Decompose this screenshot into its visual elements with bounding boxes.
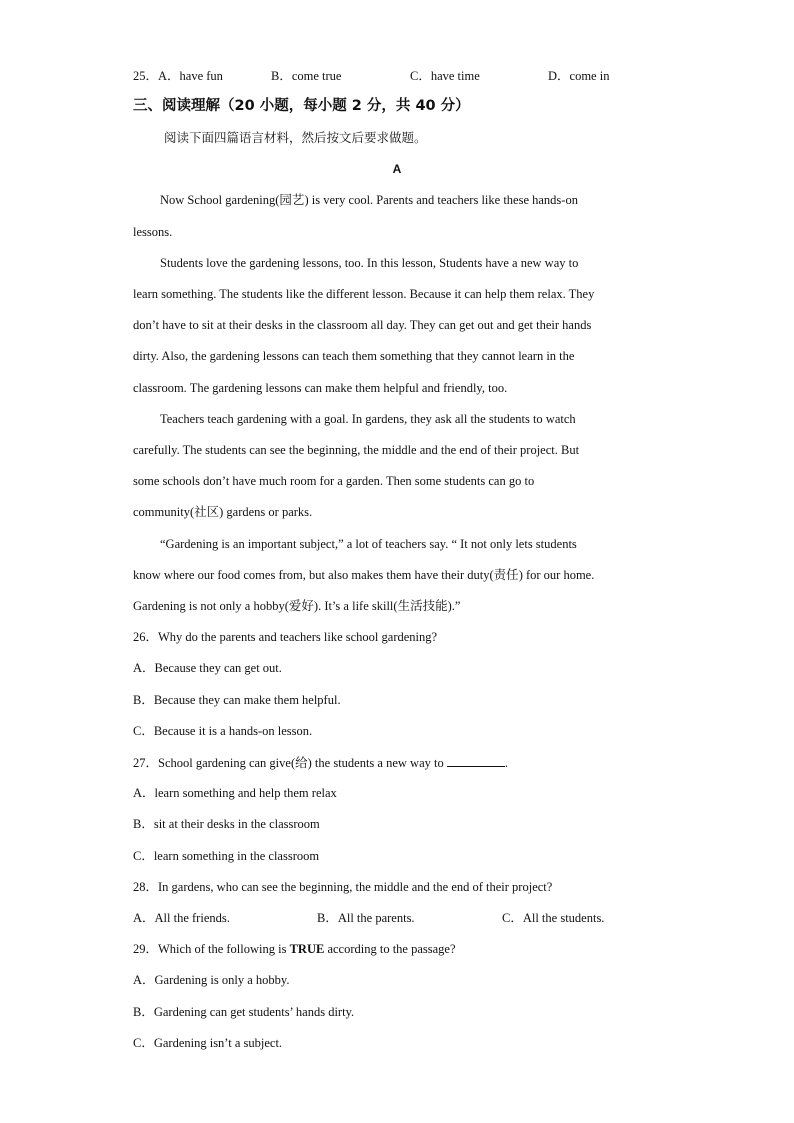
q26-stem: 26．Why do the parents and teachers like school gardening? xyxy=(133,630,438,644)
passage-line: dirty. Also, the gardening lessons can teach them something that they cannot learn in the xyxy=(133,349,575,363)
q29-option-c: C．Gardening isn’t a subject. xyxy=(133,1036,283,1050)
q27-option-a: A．learn something and help them relax xyxy=(133,786,337,800)
passage-line: don’t have to sit at their desks in the classroom all day. They can get out and get their hands xyxy=(133,318,592,332)
passage-line: some schools don’t have much room for a garden. Then some students can go to xyxy=(133,474,535,488)
q28-option-c: C．All the students. xyxy=(502,911,605,925)
q25-option-b: B．come true xyxy=(271,69,342,83)
q26-option-a: A．Because they can get out. xyxy=(133,661,282,675)
passage-line: Students love the gardening lessons, too. In this lesson, Students have a new way to xyxy=(160,256,579,270)
passage-line: know where our food comes from, but also makes them have their duty(责任) for our home. xyxy=(133,567,595,582)
q26-option-b: B．Because they can make them helpful. xyxy=(133,693,341,707)
q27-stem: 27．School gardening can give(给) the students a new way to . xyxy=(133,755,508,770)
passage-line: community(社区) gardens or parks. xyxy=(133,504,313,519)
q26-option-c: C．Because it is a hands-on lesson. xyxy=(133,724,313,738)
q25-option-c: C．have time xyxy=(410,69,480,83)
section-title: 三、阅读理解（20 小题，每小题 2 分，共 40 分） xyxy=(133,98,470,114)
q28-option-a: A．All the friends. xyxy=(133,911,230,925)
passage-line: classroom. The gardening lessons can make them helpful and friendly, too. xyxy=(133,381,508,395)
q29-stem: 29．Which of the following is TRUE according to the passage? xyxy=(133,942,456,956)
q27-option-b: B．sit at their desks in the classroom xyxy=(133,817,320,831)
q29-option-a: A．Gardening is only a hobby. xyxy=(133,973,290,987)
passage-line: Teachers teach gardening with a goal. In gardens, they ask all the students to watch xyxy=(160,412,576,426)
passage-line: learn something. The students like the different lesson. Because it can help them relax. They xyxy=(133,287,595,301)
passage-line: Now School gardening(园艺) is very cool. Parents and teachers like these hands-on xyxy=(160,192,578,207)
q25-option-d: D．come in xyxy=(548,69,610,83)
q27-option-c: C．learn something in the classroom xyxy=(133,849,320,863)
q25-option-a: 25．A．have fun xyxy=(133,69,223,83)
passage-line: lessons. xyxy=(133,225,173,239)
passage-line: “Gardening is an important subject,” a lot of teachers say. “ It not only lets students xyxy=(160,537,577,551)
q28-stem: 28．In gardens, who can see the beginning, the middle and the end of their project? xyxy=(133,880,553,894)
passage-label: A xyxy=(392,162,402,176)
q28-option-b: B．All the parents. xyxy=(317,911,415,925)
answer-blank xyxy=(447,754,505,767)
passage-line: carefully. The students can see the beginning, the middle and the end of their project. But xyxy=(133,443,580,457)
passage-line: Gardening is not only a hobby(爱好). It’s a life skill(生活技能).” xyxy=(133,598,461,613)
section-instruction: 阅读下面四篇语言材料，然后按文后要求做题。 xyxy=(164,130,427,145)
q29-option-b: B．Gardening can get students’ hands dirty. xyxy=(133,1005,355,1019)
